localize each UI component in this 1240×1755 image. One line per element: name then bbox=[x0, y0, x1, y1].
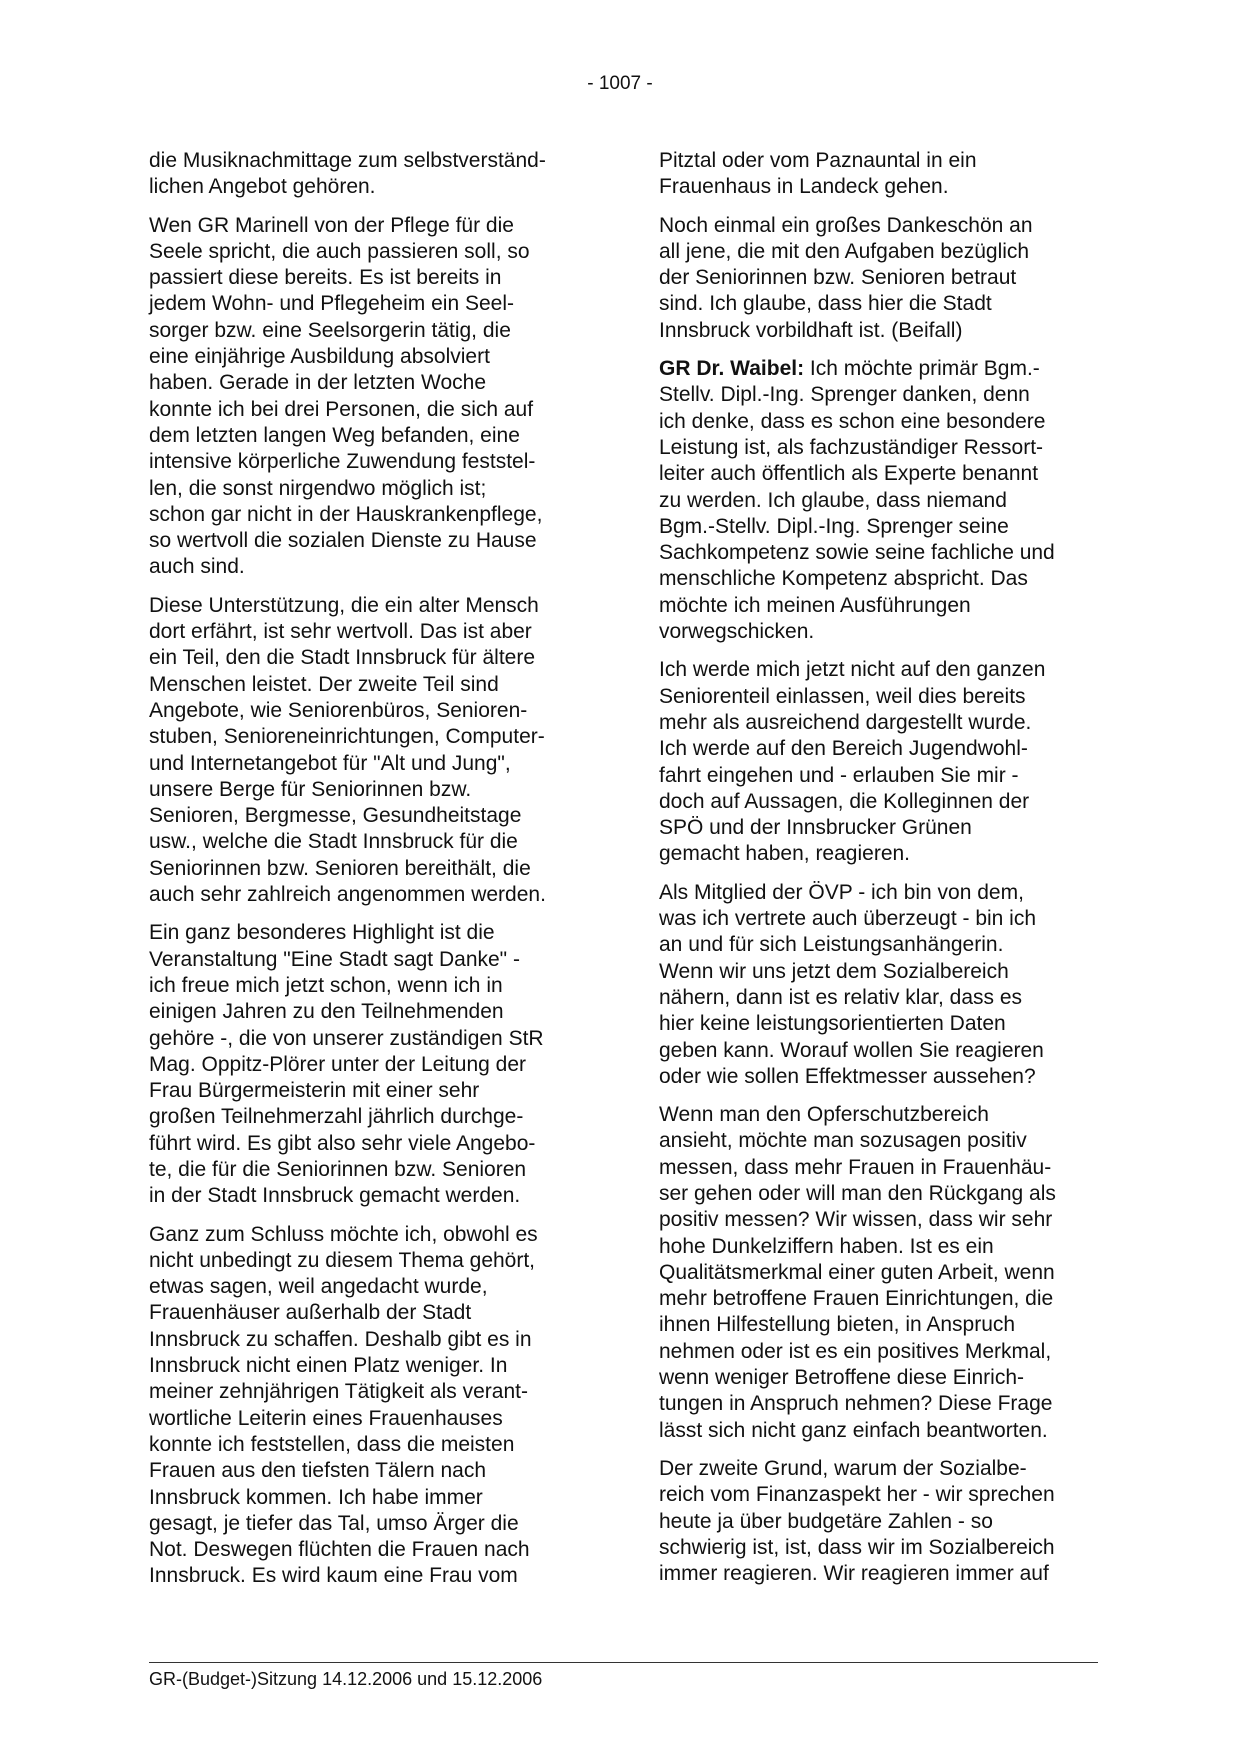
paragraph: Noch einmal ein großes Dankeschön an all jene, die mit den Aufgaben bezüglich der Seniorinnen bzw. Senioren betraut sind. Ich glaube, dass hier die Stadt Innsbruck vorbildhaft ist. (Beifall) bbox=[659, 213, 1033, 342]
page-number: - 1007 - bbox=[587, 73, 653, 94]
right-column bbox=[659, 148, 1101, 1599]
paragraph: Als Mitglied der ÖVP - ich bin von dem, was ich vertrete auch überzeugt - bin ich an und für sich Leistungsanhängerin. Wenn wir uns jetzt dem Sozialbereich nähern, dann ist es relativ klar, dass es hier keine leistungsorientierten Daten geben kann. Worauf wollen Sie reagieren oder wie sollen Effektmesser aussehen? bbox=[659, 880, 1044, 1088]
paragraph: Der zweite Grund, warum der Sozialbe- reich vom Finanzaspekt her - wir sprechen heute ja über budgetäre Zahlen - so schwierig ist, ist, dass wir im Sozialbereich immer reagieren. Wir reagieren immer auf bbox=[659, 1456, 1055, 1586]
paragraph: Pitztal oder vom Paznauntal in ein Frauenhaus in Landeck gehen. bbox=[659, 149, 977, 199]
paragraph: Ein ganz besonderes Highlight ist die Veranstaltung "Eine Stadt sagt Danke" - ich freue mich jetzt schon, wenn ich in einigen Jahren zu den Teilnehmenden gehöre -, die von unserer zuständigen StR Mag. Oppitz-Plörer unter der Leitung der Frau Bürgermeisterin mit einer sehr großen Teilnehmerzahl jährlich durchge- führt wird. Es gibt also sehr viele Angebo- te, die für die Seniorinnen bzw. Senioren in der Stadt Innsbruck gemacht werden. bbox=[149, 921, 544, 1208]
paragraph: Diese Unterstützung, die ein alter Mensch dort erfährt, ist sehr wertvoll. Das ist aber ein Teil, den die Stadt Innsbruck für ältere Menschen leistet. Der zweite Teil sind Angebote, wie Seniorenbüros, Senioren- stuben, Senioreneinrichtungen, Computer- und Internetangebot für "Alt und Jung", unsere Berge für Seniorinnen bzw. Senioren, Bergmesse, Gesundheitstage usw., welche die Stadt Innsbruck für die Seniorinnen bzw. Senioren bereithält, die auch sehr zahlreich angenommen werden. bbox=[149, 593, 546, 907]
footer-session-label: GR-(Budget-)Sitzung 14.12.2006 und 15.12.2006 bbox=[149, 1669, 543, 1689]
speaker-statement: Ich möchte primär Bgm.- Stellv. Dipl.-Ing. Sprenger danken, denn ich denke, dass es schon eine besondere Leistung ist, als fachzuständiger Ressort- leiter auch öffentlich als Experte benannt zu werden. Ich glaube, dass niemand Bgm.-Stellv. Dipl.-Ing. Sprenger seine Sachkompetenz sowie seine fachliche und menschliche Kompetenz abspricht. Das möchte ich meinen Ausführungen vorwegschicken. bbox=[659, 357, 1055, 644]
footer-divider bbox=[149, 1662, 1098, 1663]
left-column bbox=[149, 148, 591, 1602]
speaker-name: GR Dr. Waibel: bbox=[659, 357, 805, 381]
paragraph: Ganz zum Schluss möchte ich, obwohl es nicht unbedingt zu diesem Thema gehört, etwas sagen, weil angedacht wurde, Frauenhäuser außerhalb der Stadt Innsbruck zu schaffen. Deshalb gibt es in Innsbruck nicht einen Platz weniger. In meiner zehnjährigen Tätigkeit als verant- wortliche Leiterin eines Frauenhauses konnte ich feststellen, dass die meisten Frauen aus den tiefsten Tälern nach Innsbruck kommen. Ich habe immer gesagt, je tiefer das Tal, umso Ärger die Not. Deswegen flüchten die Frauen nach Innsbruck. Es wird kaum eine Frau vom bbox=[149, 1222, 538, 1588]
paragraph: die Musiknachmittage zum selbstverständ- lichen Angebot gehören. bbox=[149, 149, 546, 199]
paragraph: Ich werde mich jetzt nicht auf den ganzen Seniorenteil einlassen, weil dies bereits mehr als ausreichend dargestellt wurde. Ich werde auf den Bereich Jugendwohl- fahrt eingehen und - erlauben Sie mir - doch auf Aussagen, die Kolleginnen der SPÖ und der Innsbrucker Grünen gemacht haben, reagieren. bbox=[659, 658, 1046, 866]
paragraph: Wen GR Marinell von der Pflege für die Seele spricht, die auch passieren soll, so passiert diese bereits. Es ist bereits in jedem Wohn- und Pflegeheim ein Seel- sorger bzw. eine Seelsorgerin tätig, die eine einjährige Ausbildung absolviert haben. Gerade in der letzten Woche konnte ich bei drei Personen, die sich auf dem letzten langen Weg befanden, eine intensive körperliche Zuwendung feststel- len, die sonst nirgendwo möglich ist; schon gar nicht in der Hauskrankenpflege, so wertvoll die sozialen Dienste zu Hause auch sind. bbox=[149, 213, 543, 579]
speaker-paragraph bbox=[659, 356, 1101, 645]
paragraph: Wenn man den Opferschutzbereich ansieht, möchte man sozusagen positiv messen, dass mehr Frauen in Frauenhäu- ser gehen oder will man den Rückgang als positiv messen? Wir wissen, dass wir sehr hohe Dunkelziffern haben. Ist es ein Qualitätsmerkmal einer guten Arbeit, wenn mehr betroffene Frauen Einrichtungen, die ihnen Hilfestellung bieten, in Anspruch nehmen oder ist es ein positives Merkmal, wenn weniger Betroffene diese Einrich- tungen in Anspruch nehmen? Diese Frage lässt sich nicht ganz einfach beantworten. bbox=[659, 1103, 1056, 1442]
